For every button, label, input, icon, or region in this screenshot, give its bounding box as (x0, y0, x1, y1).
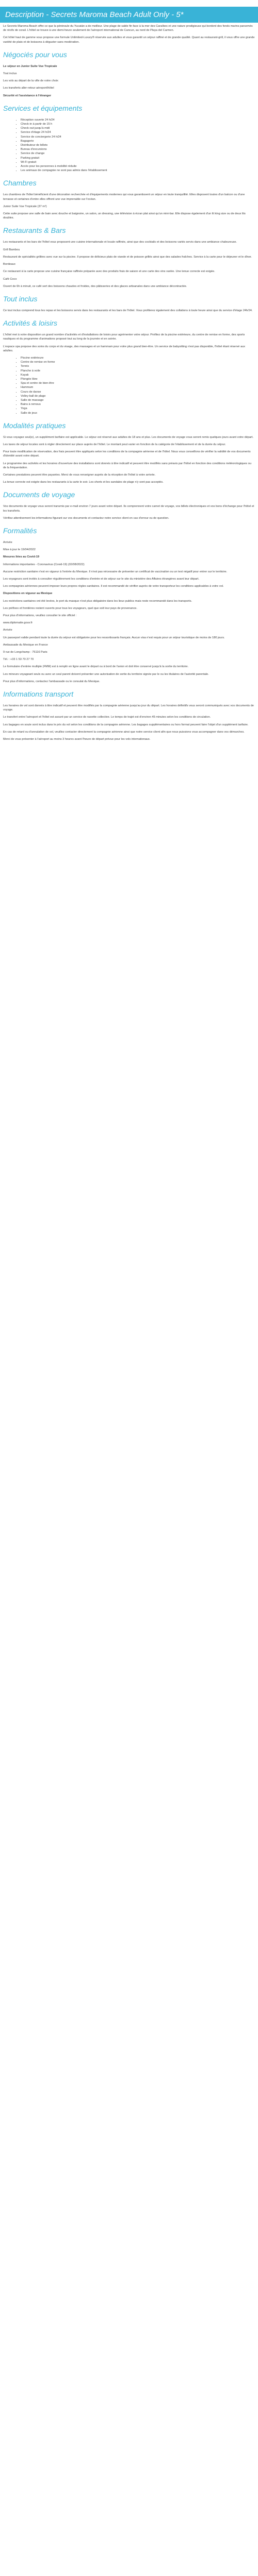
list-item: • Bagagerie (21, 139, 255, 143)
list-item: • Spa et centre de bien-être (21, 381, 255, 385)
room-name: Junior Suite Vue Tropicale (37 m²) (3, 205, 47, 208)
list-item: • Kayak (21, 373, 255, 377)
chambres-section (3, 179, 255, 220)
list-item: • Salle de massage (21, 398, 255, 402)
list-item: • Accès pour les personnes à mobilité réduite (21, 164, 255, 168)
list-item: • Réception ouverte 24 h/24 (21, 118, 255, 122)
restaurants-paragraph: Ce restaurant à la carte propose une cuisine française raffinée préparée avec des produits frais de saison et une carte des vins variée. Une tenue correcte est exigée. (3, 270, 215, 274)
list-item: • Les animaux de compagnie ne sont pas admis dans l'établissement (21, 168, 255, 173)
list-item: • Volley-ball de plage (21, 394, 255, 398)
restaurants-section (3, 226, 255, 288)
infos-paragraph: Les horaires de vol sont donnés à titre indicatif et peuvent être modifiés par la compagnie aérienne jusqu'au jour du départ. Les horaires définitifs vous seront communiqués avec vos documents de voyage. (3, 704, 254, 712)
section-title-chambres: Chambres (3, 179, 37, 188)
documents-section (3, 490, 255, 520)
section-title-services: Services et équipements (3, 104, 83, 112)
formalites-heading: Dispositions en vigueur au Mexique (3, 592, 53, 596)
list-item: • Check-out jusqu'à midi (21, 126, 255, 130)
page-banner (0, 7, 258, 23)
formalites-paragraph: Le formulaire d'entrée multiple (FMM) est à remplir en ligne avant le départ ou à bord de l'avion et doit être conservé jusqu'à la sortie du territoire. (3, 665, 189, 669)
loisirs-section (3, 319, 255, 415)
list-item: • Salle de jeux (21, 411, 255, 415)
restaurants-paragraph: Les restaurants et les bars de l'hôtel vous proposent une cuisine internationale et locale raffinée, ainsi que des cocktails et des boissons variés servis dans une ambiance chaleureuse. (3, 241, 237, 244)
description-content (0, 23, 258, 741)
formalites-paragraph: Les compagnies aériennes peuvent imposer leurs propres règles sanitaires. Il est recommandé de vérifier auprès de votre transporteur les conditions applicables à votre vol. (3, 585, 224, 588)
list-item: • Yoga (21, 406, 255, 411)
section-title-formalites: Formalités (3, 527, 37, 535)
modalites-paragraph: Certaines prestations peuvent être payantes. Merci de vous renseigner auprès de la réception de l'hôtel à votre arrivée. (3, 473, 156, 477)
tout-inclus-section (3, 295, 255, 313)
services-section (3, 104, 255, 173)
list-item: • Centre de remise en forme (21, 360, 255, 364)
section-title-loisirs: Activités & loisirs (3, 319, 58, 328)
modalites-paragraph: La tenue correcte est exigée dans les restaurants à la carte le soir. Les shorts et les sandales de plage n'y sont pas acceptés. (3, 481, 164, 484)
negocie-item: Sécurité et l'assistance à l'étranger (3, 94, 52, 97)
documents-paragraph: Vérifiez attentivement les informations figurant sur vos documents et contactez notre service client en cas d'erreur ou de question. (3, 516, 169, 520)
restaurant-name: Grill Bambou (3, 248, 20, 251)
list-item: • Service d'étage 24 h/24 (21, 130, 255, 134)
formalites-paragraph: Les voyageurs sont invités à consulter régulièrement les conditions d'entrée et de séjour sur le site du ministère des Affaires étrangères avant leur départ. (3, 578, 199, 581)
list-item: • Parking gratuit (21, 156, 255, 160)
formalites-line: Ambassade du Mexique en France (3, 643, 48, 647)
chambres-paragraph: Les chambres de l'hôtel bénéficient d'une décoration recherchée et d'équipements modernes qui vous garantissent un séjour en toute tranquillité. Elles disposent toutes d'un balcon ou d'une terrasse et certaines d'entre elles offrent une vue imprenable sur l'océan. (3, 193, 245, 201)
infos-paragraph: Les bagages en soute sont inclus dans le prix du vol selon les conditions de la compagnie aérienne. Les bagages supplémentaires ou hors format peuvent faire l'objet d'un supplément tarifaire. (3, 723, 249, 726)
formalites-line: Tél. : +33 1 53 70 27 70 (3, 658, 34, 662)
negocie-item: Tout inclus (3, 72, 17, 76)
modalites-paragraph: Si vous voyagez seul(e), un supplément tarifaire est applicable. Le séjour est réservé aux adultes de 18 ans et plus. Les documents de voyage vous seront remis quelques jours avant votre départ. (3, 435, 254, 439)
intro-paragraph: Cet hôtel haut de gamme vous propose une formule Unlimited-Luxury® réservée aux adultes et vous garantit un séjour raffiné et de grande qualité. Quant au restaurant-grill, il vous offre une grande variété de plats et de boissons à déguster sans modération. (3, 36, 255, 44)
formalites-paragraph: Pour plus d'informations, veuillez consulter le site officiel : (3, 614, 77, 618)
section-title-restaurants: Restaurants & Bars (3, 226, 66, 235)
tout-inclus-paragraph: Ce tout inclus comprend tous les repas et les boissons servis dans les restaurants et les bars de l'hôtel. Vous profiterez également des collations à toute heure ainsi que du service d'étage 24h/24. (3, 309, 253, 312)
formalites-paragraph: Aucune restriction sanitaire n'est en vigueur à l'entrée du Mexique. Il n'est pas nécessaire de présenter un certificat de vaccination ou un test négatif pour entrer sur le territoire. (3, 570, 228, 573)
formalites-line: Mise à jour le 19/04/2022 (3, 548, 36, 552)
formalites-line: Arrivée (3, 629, 12, 632)
formalites-paragraph: Un passeport valide pendant toute la durée du séjour est obligatoire pour les ressortissants français. Aucun visa n'est requis pour un séjour touristique de moins de 180 jours. (3, 636, 225, 639)
list-item: • Piscine extérieure (21, 356, 255, 360)
formalites-section (3, 527, 255, 684)
loisirs-paragraph: L'hôtel met à votre disposition un grand nombre d'activités et d'installations de loisirs pour agrémenter votre séjour. Profitez de la piscine extérieure, du centre de remise en forme, des sports nautiques et du programme d'animations proposé tout au long de la journée et en soirée. (3, 333, 245, 341)
list-item: • Plongée libre (21, 377, 255, 381)
intro-section (3, 24, 255, 44)
formalites-paragraph: Les mineurs voyageant seuls ou avec un seul parent doivent présenter une autorisation de sortie du territoire signée par le ou les titulaires de l'autorité parentale. (3, 672, 209, 676)
loisirs-list (3, 356, 255, 415)
infos-section (3, 690, 255, 741)
negocie-item: Le séjour en Junior Suite Vue Tropicale (3, 64, 57, 68)
services-list (3, 118, 255, 173)
modalites-paragraph: Pour toute modification de réservation, des frais peuvent être appliqués selon les conditions de la compagnie aérienne et de l'hôtel. Nous vous conseillons de vérifier la validité de vos documents d'identité avant votre départ. (3, 450, 251, 458)
formalites-paragraph: Les préfixes et frontières restent ouverts pour tous les voyageurs, quel que soit leur pays de provenance. (3, 606, 137, 610)
intro-paragraph: Le Secrets Maroma Beach offre ce que la péninsule du Yucatán a de meilleur. Une plage de sable fin face à la mer des Caraïbes et une nature prodigieuse qui bordent des fonds marins parsemés de récifs de corail. L'hôtel se trouve à une demi-heure seulement de l'aéroport international de Cancun, au nord de Playa del Carmen. (3, 25, 253, 32)
restaurant-name: Bordeaux (3, 263, 15, 266)
modalites-paragraph: Les taxes de séjour locales sont à régler directement sur place auprès de l'hôtel. Le montant peut varier en fonction de la catégorie de l'établissement et de la durée du séjour. (3, 443, 226, 446)
chambres-paragraph: Cette suite propose une salle de bain avec douche et baignoire, un salon, un dressing, une télévision à écran plat ainsi qu'un mini-bar. Elle dispose également d'un lit king size ou de deux lits doubles. (3, 212, 246, 220)
section-title-infos: Informations transport (3, 690, 74, 699)
list-item: • Bains à remous (21, 402, 255, 406)
formalites-paragraph: Pour plus d'informations, contactez l'ambassade ou le consulat du Mexique. (3, 680, 100, 683)
modalites-section (3, 421, 255, 485)
formalites-link[interactable]: www.diplomatie.gouv.fr (3, 621, 33, 625)
list-item: • Planche à voile (21, 369, 255, 373)
list-item: • Bureau d'excursions (21, 147, 255, 151)
formalites-heading: Mesures liées au Covid-19 (3, 555, 39, 559)
page-title: Description - Secrets Maroma Beach Adult Only - 5* (5, 10, 184, 19)
documents-paragraph: Vos documents de voyage vous seront transmis par e-mail environ 7 jours avant votre départ. Ils comprennent votre carnet de voyage, vos billets électroniques et vos bons d'échange pour l'hôtel et les transferts. (3, 505, 254, 513)
list-item: • Service de conciergerie 24 h/24 (21, 135, 255, 139)
section-title-negocie: Négociés pour vous (3, 50, 67, 59)
infos-paragraph: Le transfert entre l'aéroport et l'hôtel est assuré par un service de navette collective. Le temps de trajet est d'environ 45 minutes selon les conditions de circulation. (3, 716, 211, 719)
restaurants-paragraph: Ouvert de 6h à minuit, ce café sert des boissons chaudes et froides, des pâtisseries et des glaces artisanales dans une ambiance décontractée. (3, 284, 187, 288)
negocie-item: Les vols au départ de la ville de votre choix (3, 79, 58, 83)
negocie-section (3, 50, 255, 98)
modalites-paragraph: Le programme des activités et les horaires d'ouverture des installations sont donnés à titre indicatif et peuvent être modifiés sans préavis par l'hôtel en fonction des conditions météorologiques ou de la fréquentation. (3, 462, 251, 469)
section-title-modalites: Modalités pratiques (3, 421, 66, 430)
list-item: • Hammam (21, 385, 255, 389)
list-item: • Service de change (21, 151, 255, 156)
restaurants-paragraph: Restaurant de spécialités grillées avec vue sur la piscine. Il propose de délicieux plats de viande et de poisson grillés ainsi que des salades fraîches. Service à la carte pour le déjeuner et le dîner. (3, 255, 252, 259)
restaurant-name: Café Coco (3, 277, 17, 281)
section-title-documents: Documents de voyage (3, 490, 75, 499)
list-item: • Tennis (21, 364, 255, 368)
formalites-line: Arrivée (3, 541, 12, 544)
list-item: • Cours de danse (21, 390, 255, 394)
infos-paragraph: Merci de vous présenter à l'aéroport au moins 3 heures avant l'heure de départ prévue pour les vols internationaux. (3, 738, 151, 741)
negocie-item: Les transferts aller-retour aéroport/hôtel (3, 87, 54, 90)
infos-paragraph: En cas de retard ou d'annulation de vol, veuillez contacter directement la compagnie aérienne ainsi que notre service client afin que nous puissions vous accompagner dans vos démarches. (3, 730, 245, 734)
loisirs-paragraph: L'espace spa propose des soins du corps et du visage, des massages et un hammam pour votre plus grand bien-être. Un service de babysitting n'est pas disponible, l'hôtel étant réservé aux adultes. (3, 345, 245, 352)
list-item: • Wi-Fi gratuit (21, 160, 255, 164)
formalites-line: 9 rue de Longchamp - 75116 Paris (3, 651, 47, 654)
list-item: • Distributeur de billets (21, 143, 255, 147)
formalites-paragraph: Les restrictions sanitaires ont été levées, le port du masque n'est plus obligatoire dans les lieux publics mais reste recommandé dans les transports. (3, 599, 192, 603)
section-title-tout-inclus: Tout inclus (3, 294, 38, 303)
formalites-paragraph: Informations importantes - Coronavirus (Covid-19) (02/08/2022) (3, 563, 85, 566)
list-item: • Check-in à partir de 15 h (21, 122, 255, 126)
